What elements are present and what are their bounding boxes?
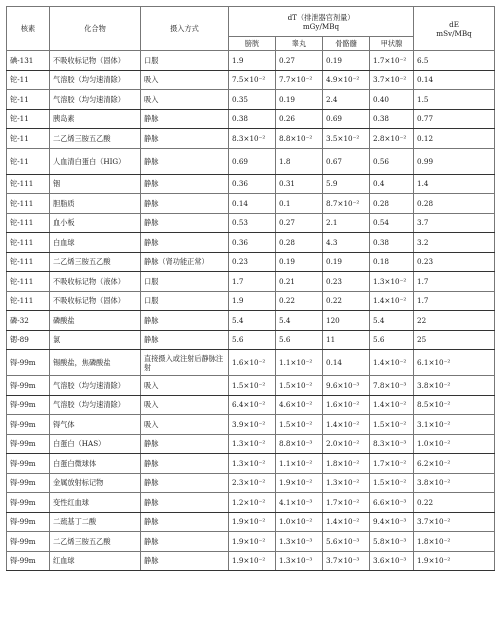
cell-effective-dose: 0.12	[414, 129, 495, 149]
cell-nuclide: 锝-99m	[7, 434, 50, 454]
cell-route: 吸入	[141, 376, 229, 396]
cell-compound: 白蛋白（HAS）	[50, 434, 141, 454]
cell-dose-marrow: 5.9	[323, 174, 370, 194]
cell-dose-testes: 7.7×10⁻²	[276, 70, 323, 90]
cell-compound: 不吸收标记物（固体）	[50, 51, 141, 71]
table-body	[7, 51, 495, 571]
cell-effective-dose: 3.8×10⁻²	[414, 376, 495, 396]
cell-route: 静脉（肾功能正常）	[141, 252, 229, 272]
cell-route: 静脉	[141, 330, 229, 350]
cell-dose-marrow: 9.6×10⁻³	[323, 376, 370, 396]
cell-dose-thyroid: 0.38	[370, 233, 414, 253]
cell-nuclide: 铊-111	[7, 233, 50, 253]
cell-dose-thyroid: 3.6×10⁻³	[370, 551, 414, 571]
dose-table-container	[6, 6, 494, 571]
cell-compound: 变性红血球	[50, 493, 141, 513]
cell-dose-thyroid: 5.8×10⁻³	[370, 532, 414, 552]
header-effective-group	[414, 7, 495, 51]
cell-route: 静脉	[141, 434, 229, 454]
cell-effective-dose: 22	[414, 311, 495, 331]
cell-nuclide: 锝-99m	[7, 376, 50, 396]
cell-dose-bladder: 1.9×10⁻²	[229, 512, 276, 532]
cell-dose-thyroid: 1.4×10⁻²	[370, 395, 414, 415]
cell-nuclide: 磷-32	[7, 311, 50, 331]
cell-route: 静脉	[141, 148, 229, 174]
cell-nuclide: 锝-99m	[7, 532, 50, 552]
cell-dose-thyroid: 6.6×10⁻³	[370, 493, 414, 513]
cell-dose-bladder: 1.3×10⁻²	[229, 454, 276, 474]
cell-dose-marrow: 2.0×10⁻²	[323, 434, 370, 454]
cell-dose-bladder: 2.3×10⁻²	[229, 473, 276, 493]
cell-route: 吸入	[141, 395, 229, 415]
table-row	[7, 311, 495, 331]
cell-dose-marrow: 8.7×10⁻²	[323, 194, 370, 214]
cell-nuclide: 锝-99m	[7, 493, 50, 513]
header-organ-thyroid: 甲状腺	[370, 37, 414, 51]
cell-effective-dose: 3.8×10⁻²	[414, 473, 495, 493]
cell-effective-dose: 6.5	[414, 51, 495, 71]
cell-dose-bladder: 5.4	[229, 311, 276, 331]
cell-compound: 气溶胶（均匀速清除）	[50, 90, 141, 110]
header-nuclide: 核素	[7, 7, 50, 51]
cell-route: 静脉	[141, 532, 229, 552]
table-row	[7, 551, 495, 571]
header-organ-testes: 睾丸	[276, 37, 323, 51]
cell-nuclide: 锝-99m	[7, 350, 50, 376]
cell-dose-thyroid: 1.4×10⁻²	[370, 291, 414, 311]
cell-dose-thyroid: 0.28	[370, 194, 414, 214]
table-row	[7, 233, 495, 253]
table-row	[7, 493, 495, 513]
cell-compound: 气溶胶（均匀速清除）	[50, 70, 141, 90]
cell-route: 静脉	[141, 174, 229, 194]
cell-route: 静脉	[141, 493, 229, 513]
cell-dose-bladder: 0.36	[229, 233, 276, 253]
cell-dose-testes: 5.4	[276, 311, 323, 331]
header-dose-title: dT（排泄器官剂量）	[287, 12, 355, 22]
cell-nuclide: 铊-11	[7, 129, 50, 149]
cell-dose-marrow: 1.6×10⁻²	[323, 395, 370, 415]
cell-effective-dose: 6.1×10⁻²	[414, 350, 495, 376]
cell-dose-testes: 1.8	[276, 148, 323, 174]
cell-route: 吸入	[141, 415, 229, 435]
cell-route: 静脉	[141, 194, 229, 214]
cell-compound: 二乙烯三胺五乙酸	[50, 129, 141, 149]
cell-nuclide: 锝-99m	[7, 473, 50, 493]
cell-dose-testes: 4.6×10⁻²	[276, 395, 323, 415]
cell-route: 静脉	[141, 454, 229, 474]
cell-dose-bladder: 1.9	[229, 51, 276, 71]
cell-effective-dose: 1.4	[414, 174, 495, 194]
cell-route: 口服	[141, 291, 229, 311]
cell-compound: 铟	[50, 174, 141, 194]
cell-nuclide: 铊-11	[7, 90, 50, 110]
cell-dose-marrow: 2.1	[323, 213, 370, 233]
table-row	[7, 415, 495, 435]
cell-effective-dose: 3.2	[414, 233, 495, 253]
header-organ-bladder: 膀胱	[229, 37, 276, 51]
cell-dose-marrow: 1.7×10⁻²	[323, 493, 370, 513]
cell-dose-testes: 0.26	[276, 109, 323, 129]
cell-dose-bladder: 5.6	[229, 330, 276, 350]
cell-dose-marrow: 11	[323, 330, 370, 350]
header-dose-group	[229, 7, 414, 37]
cell-nuclide: 铊-111	[7, 291, 50, 311]
cell-dose-bladder: 3.9×10⁻²	[229, 415, 276, 435]
cell-dose-thyroid: 3.7×10⁻²	[370, 70, 414, 90]
cell-effective-dose: 25	[414, 330, 495, 350]
cell-dose-bladder: 1.9	[229, 291, 276, 311]
cell-dose-marrow: 0.19	[323, 252, 370, 272]
cell-nuclide: 锝-99m	[7, 512, 50, 532]
cell-dose-bladder: 0.14	[229, 194, 276, 214]
cell-dose-thyroid: 1.5×10⁻²	[370, 415, 414, 435]
cell-dose-testes: 0.22	[276, 291, 323, 311]
cell-compound: 不吸收标记物（固体）	[50, 291, 141, 311]
header-dose-unit: mGy/MBq	[302, 21, 340, 31]
cell-dose-testes: 1.5×10⁻²	[276, 415, 323, 435]
table-row	[7, 473, 495, 493]
dose-table	[6, 6, 495, 571]
cell-dose-thyroid: 0.54	[370, 213, 414, 233]
header-route: 摄入方式	[141, 7, 229, 51]
cell-dose-bladder: 6.4×10⁻²	[229, 395, 276, 415]
cell-dose-testes: 1.9×10⁻²	[276, 473, 323, 493]
cell-dose-bladder: 7.5×10⁻²	[229, 70, 276, 90]
cell-compound: 金属放射标记物	[50, 473, 141, 493]
cell-dose-testes: 1.1×10⁻²	[276, 454, 323, 474]
cell-dose-testes: 8.8×10⁻³	[276, 434, 323, 454]
cell-effective-dose: 0.28	[414, 194, 495, 214]
cell-effective-dose: 0.14	[414, 70, 495, 90]
cell-dose-testes: 1.5×10⁻²	[276, 376, 323, 396]
header-compound: 化合物	[50, 7, 141, 51]
cell-dose-testes: 0.19	[276, 90, 323, 110]
cell-dose-marrow: 3.5×10⁻²	[323, 129, 370, 149]
table-row	[7, 174, 495, 194]
cell-nuclide: 锝-99m	[7, 415, 50, 435]
cell-nuclide: 铊-111	[7, 174, 50, 194]
cell-compound: 胆脂质	[50, 194, 141, 214]
cell-route: 静脉	[141, 473, 229, 493]
cell-nuclide: 锶-89	[7, 330, 50, 350]
header-effective-title: dE	[449, 19, 459, 29]
cell-dose-testes: 1.3×10⁻³	[276, 532, 323, 552]
cell-compound: 氯	[50, 330, 141, 350]
cell-dose-marrow: 1.8×10⁻²	[323, 454, 370, 474]
cell-dose-thyroid: 8.3×10⁻³	[370, 434, 414, 454]
cell-dose-marrow: 0.22	[323, 291, 370, 311]
table-row	[7, 148, 495, 174]
cell-dose-testes: 1.0×10⁻²	[276, 512, 323, 532]
cell-effective-dose: 1.8×10⁻²	[414, 532, 495, 552]
cell-dose-marrow: 120	[323, 311, 370, 331]
cell-dose-bladder: 1.2×10⁻²	[229, 493, 276, 513]
cell-dose-bladder: 0.35	[229, 90, 276, 110]
table-row	[7, 129, 495, 149]
cell-route: 吸入	[141, 90, 229, 110]
cell-effective-dose: 3.7	[414, 213, 495, 233]
cell-dose-testes: 5.6	[276, 330, 323, 350]
cell-dose-marrow: 3.7×10⁻³	[323, 551, 370, 571]
cell-route: 静脉	[141, 213, 229, 233]
cell-dose-testes: 1.1×10⁻²	[276, 350, 323, 376]
cell-dose-thyroid: 0.56	[370, 148, 414, 174]
cell-route: 静脉	[141, 311, 229, 331]
cell-dose-bladder: 0.36	[229, 174, 276, 194]
table-row	[7, 109, 495, 129]
table-row	[7, 350, 495, 376]
cell-nuclide: 铊-11	[7, 109, 50, 129]
cell-dose-marrow: 4.3	[323, 233, 370, 253]
cell-compound: 人血清白蛋白（HIG）	[50, 148, 141, 174]
cell-effective-dose: 0.99	[414, 148, 495, 174]
cell-compound: 锝气体	[50, 415, 141, 435]
table-row	[7, 291, 495, 311]
cell-dose-thyroid: 0.38	[370, 109, 414, 129]
cell-dose-bladder: 0.69	[229, 148, 276, 174]
table-row	[7, 434, 495, 454]
table-row	[7, 454, 495, 474]
cell-effective-dose: 8.5×10⁻²	[414, 395, 495, 415]
cell-effective-dose: 3.1×10⁻²	[414, 415, 495, 435]
cell-compound: 二巯基丁二酸	[50, 512, 141, 532]
cell-nuclide: 碘-131	[7, 51, 50, 71]
cell-dose-marrow: 5.6×10⁻³	[323, 532, 370, 552]
cell-dose-bladder: 0.38	[229, 109, 276, 129]
cell-compound: 二乙烯三胺五乙酸	[50, 252, 141, 272]
cell-dose-thyroid: 1.4×10⁻²	[370, 350, 414, 376]
table-row	[7, 395, 495, 415]
cell-dose-marrow: 1.4×10⁻²	[323, 512, 370, 532]
cell-dose-thyroid: 1.7×10⁻²	[370, 454, 414, 474]
cell-compound: 不吸收标记物（液体）	[50, 272, 141, 292]
cell-dose-marrow: 2.4	[323, 90, 370, 110]
cell-route: 静脉	[141, 233, 229, 253]
cell-nuclide: 锝-99m	[7, 395, 50, 415]
cell-dose-thyroid: 1.7×10⁻²	[370, 51, 414, 71]
cell-effective-dose: 6.2×10⁻²	[414, 454, 495, 474]
cell-nuclide: 锝-99m	[7, 454, 50, 474]
cell-route: 口服	[141, 51, 229, 71]
cell-dose-marrow: 1.3×10⁻²	[323, 473, 370, 493]
cell-route: 静脉	[141, 512, 229, 532]
cell-dose-marrow: 4.9×10⁻²	[323, 70, 370, 90]
cell-dose-testes: 4.1×10⁻³	[276, 493, 323, 513]
cell-effective-dose: 1.9×10⁻²	[414, 551, 495, 571]
cell-compound: 血小板	[50, 213, 141, 233]
cell-dose-bladder: 1.9×10⁻²	[229, 551, 276, 571]
cell-dose-testes: 1.3×10⁻³	[276, 551, 323, 571]
cell-effective-dose: 1.7	[414, 291, 495, 311]
cell-dose-testes: 0.1	[276, 194, 323, 214]
table-row	[7, 330, 495, 350]
cell-dose-testes: 0.27	[276, 51, 323, 71]
cell-compound: 气溶胶（均匀速清除）	[50, 395, 141, 415]
cell-dose-thyroid: 5.6	[370, 330, 414, 350]
cell-dose-marrow: 0.14	[323, 350, 370, 376]
cell-dose-marrow: 0.23	[323, 272, 370, 292]
table-row	[7, 51, 495, 71]
cell-effective-dose: 1.7	[414, 272, 495, 292]
cell-route: 直接摄入或注射后静脉注射	[141, 350, 229, 376]
cell-effective-dose: 0.23	[414, 252, 495, 272]
header-effective-unit: mSv/MBq	[436, 28, 472, 38]
cell-effective-dose: 0.77	[414, 109, 495, 129]
table-row	[7, 512, 495, 532]
table-row	[7, 90, 495, 110]
cell-compound: 磷酸盐	[50, 311, 141, 331]
cell-dose-testes: 8.8×10⁻²	[276, 129, 323, 149]
cell-dose-marrow: 0.19	[323, 51, 370, 71]
table-row	[7, 252, 495, 272]
table-row	[7, 272, 495, 292]
cell-dose-marrow: 0.69	[323, 109, 370, 129]
cell-dose-thyroid: 1.3×10⁻²	[370, 272, 414, 292]
cell-dose-thyroid: 0.4	[370, 174, 414, 194]
cell-dose-thyroid: 0.18	[370, 252, 414, 272]
table-row	[7, 213, 495, 233]
cell-route: 静脉	[141, 129, 229, 149]
cell-dose-testes: 0.31	[276, 174, 323, 194]
cell-nuclide: 铊-11	[7, 70, 50, 90]
cell-dose-testes: 0.21	[276, 272, 323, 292]
cell-nuclide: 铊-111	[7, 272, 50, 292]
cell-dose-thyroid: 1.5×10⁻²	[370, 473, 414, 493]
cell-dose-marrow: 1.4×10⁻²	[323, 415, 370, 435]
cell-dose-thyroid: 5.4	[370, 311, 414, 331]
table-row	[7, 376, 495, 396]
cell-dose-bladder: 1.7	[229, 272, 276, 292]
cell-effective-dose: 3.7×10⁻²	[414, 512, 495, 532]
header-organ-marrow: 骨骼髓	[323, 37, 370, 51]
cell-compound: 白蛋白微球体	[50, 454, 141, 474]
cell-nuclide: 铊-111	[7, 194, 50, 214]
cell-nuclide: 铊-111	[7, 252, 50, 272]
cell-effective-dose: 1.0×10⁻²	[414, 434, 495, 454]
cell-dose-bladder: 1.3×10⁻²	[229, 434, 276, 454]
cell-dose-bladder: 0.53	[229, 213, 276, 233]
table-row	[7, 70, 495, 90]
cell-dose-thyroid: 2.8×10⁻²	[370, 129, 414, 149]
cell-dose-thyroid: 9.4×10⁻³	[370, 512, 414, 532]
table-row	[7, 194, 495, 214]
cell-dose-bladder: 1.6×10⁻²	[229, 350, 276, 376]
cell-dose-thyroid: 0.40	[370, 90, 414, 110]
cell-dose-bladder: 1.9×10⁻²	[229, 532, 276, 552]
cell-compound: 气溶胶（均匀速清除）	[50, 376, 141, 396]
cell-dose-marrow: 0.67	[323, 148, 370, 174]
cell-compound: 锡酸盐，焦磷酸盐	[50, 350, 141, 376]
cell-compound: 胰岛素	[50, 109, 141, 129]
cell-dose-testes: 0.19	[276, 252, 323, 272]
cell-nuclide: 锝-99m	[7, 551, 50, 571]
cell-route: 口服	[141, 272, 229, 292]
cell-compound: 二乙烯三胺五乙酸	[50, 532, 141, 552]
cell-effective-dose: 1.5	[414, 90, 495, 110]
cell-compound: 红血球	[50, 551, 141, 571]
cell-dose-bladder: 8.3×10⁻²	[229, 129, 276, 149]
cell-effective-dose: 0.22	[414, 493, 495, 513]
cell-nuclide: 铊-11	[7, 148, 50, 174]
cell-dose-bladder: 1.5×10⁻²	[229, 376, 276, 396]
cell-route: 静脉	[141, 109, 229, 129]
cell-route: 静脉	[141, 551, 229, 571]
cell-compound: 白血球	[50, 233, 141, 253]
cell-dose-testes: 0.27	[276, 213, 323, 233]
cell-dose-thyroid: 7.8×10⁻³	[370, 376, 414, 396]
cell-nuclide: 铊-111	[7, 213, 50, 233]
cell-dose-bladder: 0.23	[229, 252, 276, 272]
table-row	[7, 532, 495, 552]
cell-dose-testes: 0.28	[276, 233, 323, 253]
cell-route: 吸入	[141, 70, 229, 90]
